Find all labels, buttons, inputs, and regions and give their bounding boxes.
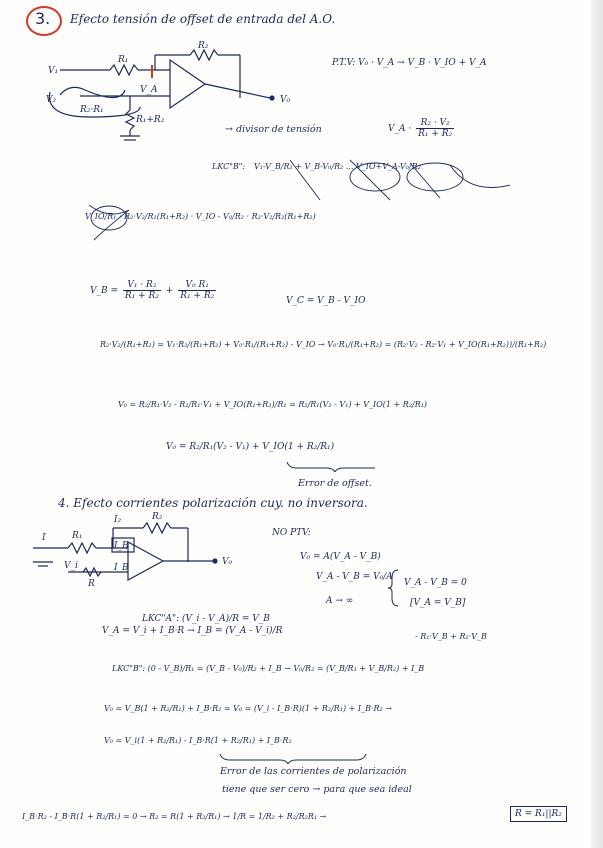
circuit3-label-r1: R₁ — [118, 55, 129, 65]
va-ib-line: V_A = V_i + I_B·R → I_B = (V_A - V_i)/R — [102, 626, 283, 636]
circuit4-label-r2: R₂ — [152, 512, 163, 522]
circuit4-label-ib2: I_B — [114, 563, 129, 573]
v0-expansion-2: V₀ = V_i(1 + R₂/R₁) - I_B·R(1 + R₂/R₁) + I_B·R₂ — [104, 736, 292, 745]
circuit4-label-i2: I₂ — [114, 515, 122, 525]
va-vb-eq: V_A - V_B = V₀/A — [316, 572, 393, 582]
circuit3-label-v0: V₀ — [280, 95, 291, 105]
error-bracket — [285, 460, 375, 472]
kcl-b-equation: V₁-V_B/R₁ + V_B-V₀/R₂ ... V_IO+V_A-V₀/R₂ — [254, 162, 421, 171]
vb-equation: V_B = $\frac{\text{V₁ · R₂}}{\text{R₁ + R₂}}$ + $\frac{\text{V₀ R₁}}{\text{R₁ + R₂}}$ — [90, 280, 215, 301]
vc-equation: V_C = V_B - V_IO — [286, 296, 366, 306]
result-va-vb-zero: V_A - V_B = 0 — [404, 578, 467, 588]
big-equation: R₂·V₂/(R₁+R₂) = V₁·R₂/(R₁+R₂) + V₀·R₁/(R₁+R₂) - V_IO → V₀·R₁/(R₁+R₂) = (R₂·V₂ - R₂·V₁ + V_IO(R₁+R₂))/(R₁+R₂) — [100, 340, 547, 349]
section-number: 3. — [35, 9, 51, 28]
final-equation: I_B·R₂ - I_B·R(1 + R₂/R₁) = 0 → R₂ = R(1 + R₂/R₁) → 1/R = 1/R₂ + R₂/R₂R₁ → — [22, 812, 327, 821]
a-infinite: A → ∞ — [326, 596, 354, 606]
circuit3-label-v1: V₁ — [48, 66, 59, 76]
result-brace — [388, 568, 400, 608]
crossed-equation: V_IO/R₁ · R₂·V₂/R₁(R₁+R₂) · V_IO - V₀/R₂ · R₂·V₂/R₂(R₁+R₂) — [85, 212, 316, 221]
v0-expansion-1: V₀ = V_B(1 + R₂/R₁) + I_B·R₂ = V₀ = (V_i - I_B·R)(1 + R₂/R₁) + I_B·R₂ → — [104, 704, 392, 713]
circuit4-label-ib1: I_B — [114, 541, 129, 551]
circuit4-label-r1: R₁ — [72, 531, 83, 541]
page-fold-edge — [591, 0, 603, 848]
no-ptv-label: NO PTV: — [272, 528, 311, 538]
error-bias-bracket — [218, 752, 368, 764]
circuit3-label-va: V_A — [140, 85, 158, 95]
r1-vb-term: - R₁·V_B + R₂·V_B — [415, 632, 487, 641]
kcl-b-label: LKC"B": — [212, 162, 246, 171]
circuit3-label-r2: R₂ — [198, 41, 209, 51]
circuit3-label-v2: V₂ — [46, 95, 57, 105]
v0-gain-eq: V₀ = A(V_A - V_B) — [300, 552, 381, 562]
offset-error-label: Error de offset. — [298, 478, 372, 489]
circuit4-label-v0: V₀ — [222, 557, 233, 567]
circuit-diagram-bias — [28, 510, 248, 590]
v0-equation-1: V₀ = R₂/R₁·V₂ - R₂/R₁·V₁ + V_IO(R₁+R₂)/R₁ = R₂/R₁(V₂ - V₁) + V_IO(1 + R₂/R₁) — [118, 400, 428, 409]
section3-title: Efecto tensión de offset de entrada del A.O. — [70, 12, 336, 26]
v0-equation-2: V₀ = R₂/R₁(V₂ - V₁) + V_IO(1 + R₂/R₁) — [166, 442, 335, 452]
bias-error-note-2: tiene que ser cero → para que sea ideal — [222, 784, 412, 795]
circuit4-label-i: I — [42, 533, 46, 543]
lkc-a-equation: LKC"A": (V_i - V_A)/R = V_B — [142, 614, 270, 624]
divisor-label: → divisor de tensión — [225, 124, 322, 135]
final-boxed-result: R = R₁||R₂ — [510, 806, 567, 822]
va-divider-eq: V_A · $\frac{\text{R₂ · V₂}}{\text{R₁ + R₂}}$ — [388, 118, 453, 139]
circuit4-label-r: R — [88, 579, 95, 589]
section4-title: 4. Efecto corrientes polarización cuy. no inversora. — [58, 496, 368, 510]
bias-error-note-1: Error de las corrientes de polarización — [220, 766, 407, 777]
lkc-b-equation: LKC"B": (0 - V_B)/R₁ = (V_B - V₀)/R₂ + I_B → V₀/R₂ = (V_B/R₁ + V_B/R₂) + I_B — [112, 664, 425, 673]
crossed-scribble — [84, 200, 384, 250]
circuit3-label-r2r1: R₂·R₁ — [80, 105, 104, 115]
circuit4-label-vi: V_i — [64, 561, 78, 571]
result-va-equals-vb: [V_A = V_B] — [410, 598, 466, 608]
ptv-equation: P.T.V: V₀ · V_A → V_B · V_IO + V_A — [332, 58, 487, 68]
circuit3-label-r1r2: R₁+R₂ — [136, 115, 165, 125]
